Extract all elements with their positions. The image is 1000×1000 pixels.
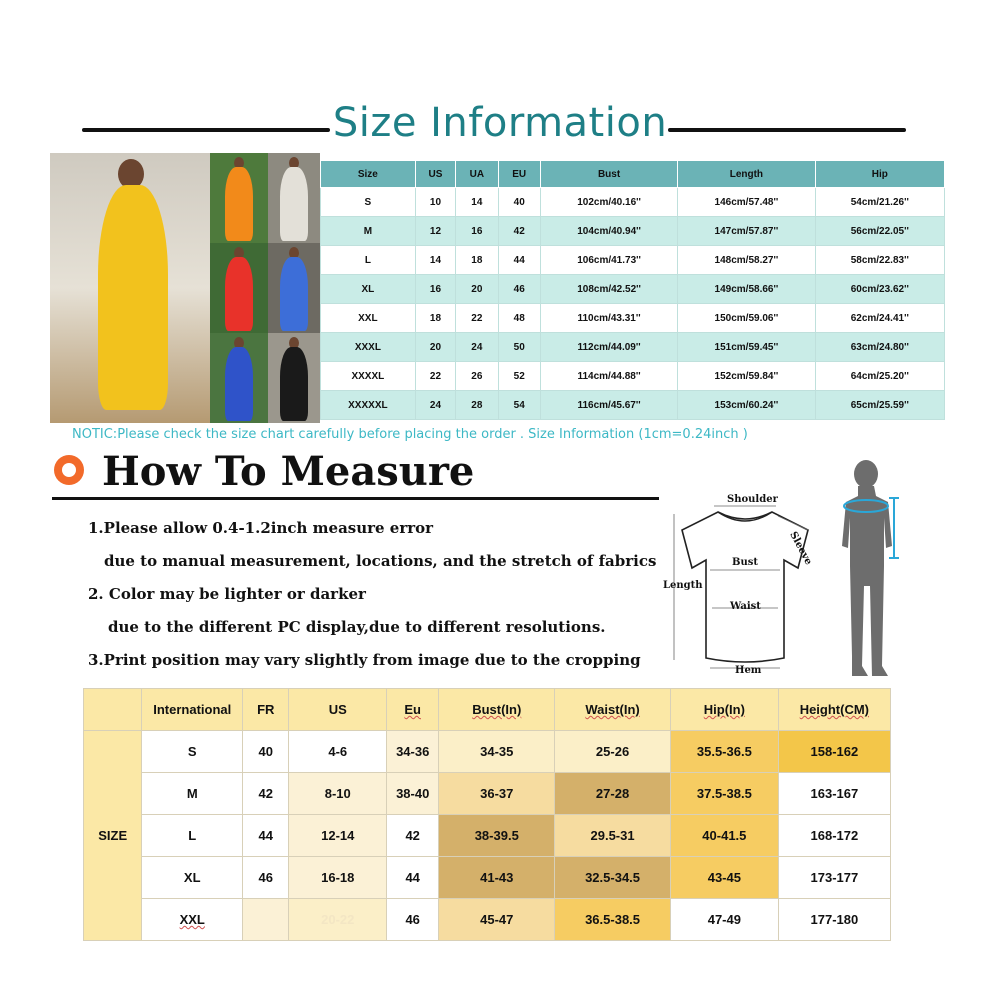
label-waist: Waist [730, 601, 761, 612]
photo-royal-blue [210, 333, 268, 423]
table-row [84, 773, 891, 815]
header-international: International [142, 689, 243, 731]
cell-international: XXL [142, 899, 243, 941]
cell-hip: 58cm/22.83'' [815, 246, 944, 275]
header-length: Length [678, 161, 815, 188]
table-row [321, 391, 945, 420]
cell-fr [243, 899, 289, 941]
cell-waist: 32.5-34.5 [555, 857, 671, 899]
cell-height: 168-172 [778, 815, 890, 857]
header-eu: EU [498, 161, 540, 188]
note-2: 2. Color may be lighter or darker [88, 585, 366, 603]
table-row [321, 246, 945, 275]
cell-height: 173-177 [778, 857, 890, 899]
cell-ua: 22 [456, 304, 498, 333]
table-row [321, 188, 945, 217]
photo-orange [210, 153, 268, 243]
table-row [84, 899, 891, 941]
cell-bust: 38-39.5 [439, 815, 555, 857]
title-line-left [82, 128, 330, 132]
label-shoulder: Shoulder [727, 494, 778, 505]
cell-height: 158-162 [778, 731, 890, 773]
cell-bust: 116cm/45.67'' [540, 391, 677, 420]
cell-bust: 102cm/40.16'' [540, 188, 677, 217]
header-size: Size [321, 161, 416, 188]
cell-size: M [321, 217, 416, 246]
cell-international: M [142, 773, 243, 815]
table-row [321, 362, 945, 391]
cell-hip: 60cm/23.62'' [815, 275, 944, 304]
size-table-header [321, 161, 945, 188]
cell-length: 146cm/57.48'' [678, 188, 815, 217]
cell-length: 149cm/58.66'' [678, 275, 815, 304]
label-sleeve: Sleeve [787, 530, 814, 567]
header-empty [84, 689, 142, 731]
cell-size: XXXXXL [321, 391, 416, 420]
header-bust: Bust(In) [439, 689, 555, 731]
header-fr: FR [243, 689, 289, 731]
header-waist: Waist(In) [555, 689, 671, 731]
header-eu: Eu [387, 689, 439, 731]
label-hem: Hem [735, 665, 762, 676]
cell-hip: 40-41.5 [670, 815, 778, 857]
cell-us: 20-22 [289, 899, 387, 941]
cell-eu: 42 [498, 217, 540, 246]
intl-table-header [84, 689, 891, 731]
cell-size: L [321, 246, 416, 275]
cell-height: 177-180 [778, 899, 890, 941]
header-us: US [415, 161, 455, 188]
note-3: 3.Print position may vary slightly from image due to the cropping [88, 651, 641, 669]
cell-fr: 40 [243, 731, 289, 773]
table-row [321, 304, 945, 333]
title-line-right [668, 128, 906, 132]
photo-blue [268, 243, 320, 333]
cell-eu: 40 [498, 188, 540, 217]
photo-red [210, 243, 268, 333]
cell-bust: 106cm/41.73'' [540, 246, 677, 275]
bullet-circle-icon [54, 455, 84, 485]
cell-international: XL [142, 857, 243, 899]
cell-length: 148cm/58.27'' [678, 246, 815, 275]
cell-us: 16 [415, 275, 455, 304]
cell-eu: 42 [387, 815, 439, 857]
cell-hip: 37.5-38.5 [670, 773, 778, 815]
cell-eu: 34-36 [387, 731, 439, 773]
cell-us: 22 [415, 362, 455, 391]
cell-bust: 36-37 [439, 773, 555, 815]
cell-fr: 42 [243, 773, 289, 815]
cell-bust: 112cm/44.09'' [540, 333, 677, 362]
table-row [321, 217, 945, 246]
cell-eu: 38-40 [387, 773, 439, 815]
cell-hip: 43-45 [670, 857, 778, 899]
cell-us: 8-10 [289, 773, 387, 815]
size-notice: NOTIC:Please check the size chart carefully before placing the order . Size Information (1cm=0.24inch ) [72, 427, 748, 442]
cell-eu: 44 [387, 857, 439, 899]
photo-white [268, 153, 320, 243]
cell-hip: 62cm/24.41'' [815, 304, 944, 333]
note-1-detail: due to manual measurement, locations, and the stretch of fabrics [104, 552, 657, 570]
cell-eu: 46 [387, 899, 439, 941]
jumpsuit-yellow [98, 185, 168, 410]
table-row [84, 815, 891, 857]
cell-bust: 110cm/43.31'' [540, 304, 677, 333]
cell-size: S [321, 188, 416, 217]
cell-bust: 45-47 [439, 899, 555, 941]
cell-fr: 44 [243, 815, 289, 857]
cell-waist: 29.5-31 [555, 815, 671, 857]
header-ua: UA [456, 161, 498, 188]
cell-length: 153cm/60.24'' [678, 391, 815, 420]
cell-us: 24 [415, 391, 455, 420]
body-silhouette [828, 456, 908, 678]
header-bust: Bust [540, 161, 677, 188]
how-to-measure-title: How To Measure [102, 448, 475, 495]
cell-ua: 28 [456, 391, 498, 420]
label-length: Length [663, 580, 703, 591]
size-label: SIZE [84, 731, 142, 941]
table-row [321, 275, 945, 304]
header-hip: Hip(In) [670, 689, 778, 731]
cell-ua: 20 [456, 275, 498, 304]
table-row [321, 333, 945, 362]
cell-us: 18 [415, 304, 455, 333]
cell-hip: 56cm/22.05'' [815, 217, 944, 246]
cell-us: 14 [415, 246, 455, 275]
header-height: Height(CM) [778, 689, 890, 731]
photo-yellow-main [50, 153, 210, 423]
cell-international: S [142, 731, 243, 773]
cell-bust: 104cm/40.94'' [540, 217, 677, 246]
cell-length: 150cm/59.06'' [678, 304, 815, 333]
cell-us: 4-6 [289, 731, 387, 773]
cell-bust: 108cm/42.52'' [540, 275, 677, 304]
cell-ua: 26 [456, 362, 498, 391]
cell-fr: 46 [243, 857, 289, 899]
note-2-detail: due to the different PC display,due to different resolutions. [108, 618, 606, 636]
cell-bust: 41-43 [439, 857, 555, 899]
cell-hip: 47-49 [670, 899, 778, 941]
cell-international: L [142, 815, 243, 857]
cell-size: XXL [321, 304, 416, 333]
cell-ua: 16 [456, 217, 498, 246]
product-photos [50, 153, 320, 423]
cell-hip: 35.5-36.5 [670, 731, 778, 773]
cell-length: 152cm/59.84'' [678, 362, 815, 391]
cell-waist: 27-28 [555, 773, 671, 815]
cell-us: 12-14 [289, 815, 387, 857]
table-row [84, 731, 891, 773]
cell-hip: 63cm/24.80'' [815, 333, 944, 362]
cell-ua: 18 [456, 246, 498, 275]
cell-bust: 34-35 [439, 731, 555, 773]
header-us: US [289, 689, 387, 731]
note-1: 1.Please allow 0.4-1.2inch measure error [88, 519, 434, 537]
cell-eu: 48 [498, 304, 540, 333]
cell-us: 12 [415, 217, 455, 246]
cell-hip: 64cm/25.20'' [815, 362, 944, 391]
cell-hip: 54cm/21.26'' [815, 188, 944, 217]
how-to-measure-underline [52, 497, 659, 500]
label-bust: Bust [732, 557, 758, 568]
cell-hip: 65cm/25.59'' [815, 391, 944, 420]
cell-size: XXXXL [321, 362, 416, 391]
cell-us: 10 [415, 188, 455, 217]
photo-black [268, 333, 320, 423]
international-size-table [83, 688, 891, 941]
cell-eu: 52 [498, 362, 540, 391]
cell-eu: 50 [498, 333, 540, 362]
page-title: Size Information [332, 100, 668, 146]
cell-height: 163-167 [778, 773, 890, 815]
cell-us: 20 [415, 333, 455, 362]
cell-ua: 14 [456, 188, 498, 217]
size-information-table [320, 160, 945, 420]
cell-eu: 46 [498, 275, 540, 304]
cell-length: 147cm/57.87'' [678, 217, 815, 246]
cell-size: XL [321, 275, 416, 304]
cell-eu: 44 [498, 246, 540, 275]
cell-length: 151cm/59.45'' [678, 333, 815, 362]
cell-us: 16-18 [289, 857, 387, 899]
table-row [84, 857, 891, 899]
cell-waist: 36.5-38.5 [555, 899, 671, 941]
cell-size: XXXL [321, 333, 416, 362]
cell-eu: 54 [498, 391, 540, 420]
cell-waist: 25-26 [555, 731, 671, 773]
cell-bust: 114cm/44.88'' [540, 362, 677, 391]
header-hip: Hip [815, 161, 944, 188]
cell-ua: 24 [456, 333, 498, 362]
